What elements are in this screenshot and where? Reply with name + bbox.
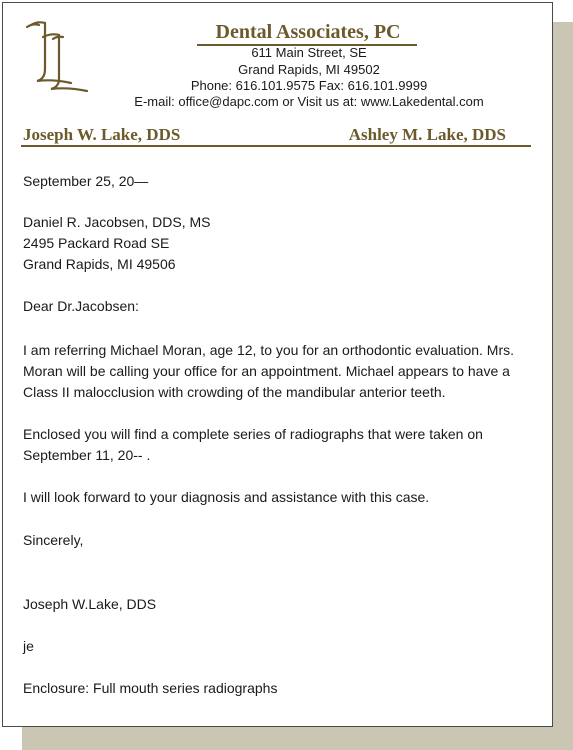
doctor-name-right: Ashley M. Lake, DDS [348,125,506,144]
salutation: Dear Dr.Jacobsen: [23,298,139,314]
typist-initials: je [23,638,34,654]
paragraph-enclosure: Enclosed you will find a complete series of radiographs that were taken on September 11, 20-- . [23,426,483,463]
letter-date: September 25, 20— [23,173,149,189]
paragraph-closing-remark: I will look forward to your diagnosis and assistance with this case. [23,489,430,505]
header-divider [21,145,531,147]
complimentary-close: Sincerely, [23,532,84,548]
recipient-name: Daniel R. Jacobsen, DDS, MS [23,214,211,230]
recipient-city: Grand Rapids, MI 49506 [23,256,176,272]
ll-monogram-logo [23,17,93,93]
phone-fax: Phone: 616.101.9575 Fax: 616.101.9999 [190,78,428,93]
company-name: Dental Associates, PC [215,21,401,43]
doctor-name-left: Joseph W. Lake, DDS [23,125,181,144]
enclosure-notation: Enclosure: Full mouth series radiographs [23,680,278,696]
recipient-street: 2495 Packard Road SE [23,235,170,251]
signature-name: Joseph W.Lake, DDS [23,596,157,612]
address-street: 611 Main Street, SE [251,45,367,60]
address-city: Grand Rapids, MI 49502 [238,62,380,77]
letter-page [2,2,553,727]
paragraph-referral: I am referring Michael Moran, age 12, to you for an orthodontic evaluation. Mrs. Moran will be calling your office for an appointment. Michael appears to have a Class II malocclusion with crowding of the mandibular anterior teeth. [23,342,515,400]
email-website: E-mail: office@dapc.com or Visit us at: www.Lakedental.com [134,94,484,109]
